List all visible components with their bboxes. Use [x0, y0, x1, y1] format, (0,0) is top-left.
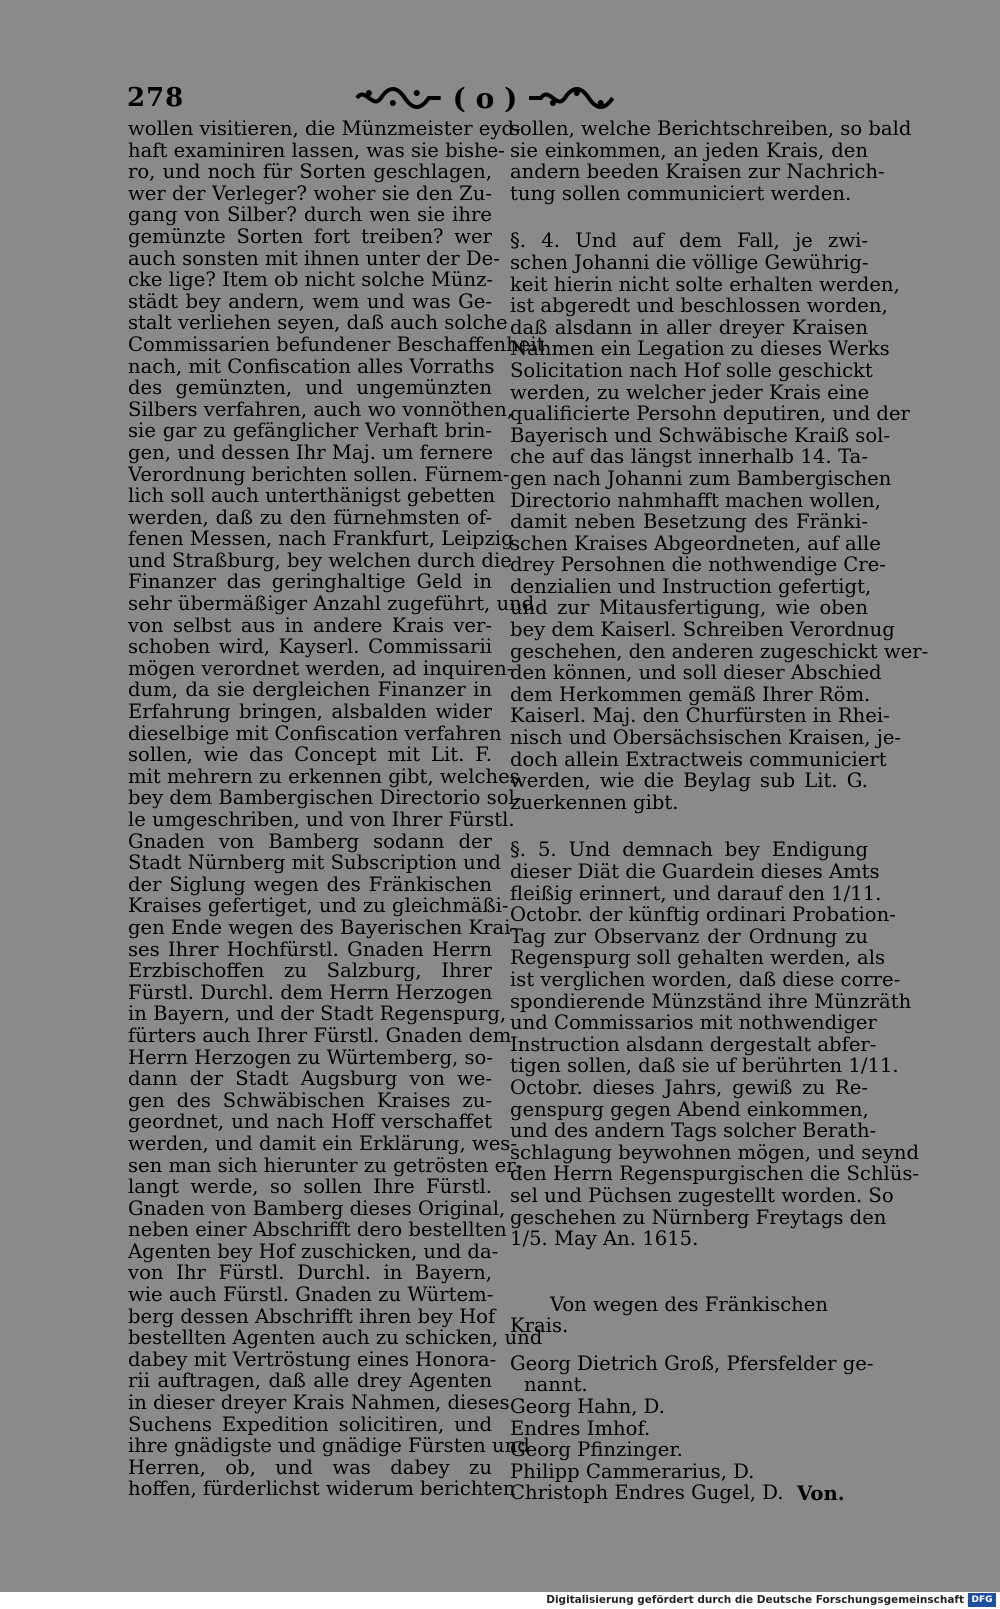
text-line: 1/5. May An. 1615. [510, 1227, 699, 1251]
text-line: denzialien und Instruction gefertigt, [510, 574, 872, 598]
text-line: ro, und noch für Sorten geschlagen, [128, 160, 492, 184]
text-line: Erfahrung bringen, alsbalden wider [128, 700, 492, 724]
text-line: dabey mit Vertröstung eines Honora- [128, 1347, 497, 1371]
ornament-right-icon [527, 84, 615, 112]
text-line: rii auftragen, daß alle drey Agenten [128, 1369, 492, 1393]
text-line: Silbers verfahren, auch wo vonnöthen, [128, 397, 514, 421]
text-line: langt werde, so sollen Ihre Fürstl. [128, 1175, 492, 1199]
text-line: Gnaden von Bamberg sodann der [128, 829, 492, 853]
text-line: Fürstl. Durchl. dem Herrn Herzogen [128, 980, 493, 1004]
text-line: nisch und Obersächsischen Kraisen, je- [510, 726, 902, 750]
text-line: Nahmen ein Legation zu dieses Werks [510, 337, 890, 361]
text-line: Commissarien befundener Beschaffenheit [128, 332, 545, 356]
text-line: berg dessen Abschrifft ihren bey Hof [128, 1304, 496, 1328]
text-line: der Siglung wegen des Fränkischen [128, 872, 492, 896]
text-line: neben einer Abschrifft dero bestellten [128, 1218, 507, 1242]
left-column [128, 117, 545, 1501]
text-line: fleißig erinnert, und darauf den 1/11. [510, 881, 882, 905]
text-line: Instruction alsdann dergestalt abfer- [510, 1032, 877, 1056]
text-line: dum, da sie dergleichen Finanzer in [128, 678, 492, 702]
text-line: wer der Verleger? woher sie den Zu- [128, 181, 492, 205]
signatory-line: Georg Pfinzinger. [510, 1438, 683, 1462]
text-line: hoffen, fürderlichst widerum berichten [128, 1477, 516, 1501]
text-line: §. 4. Und auf dem Fall, je zwi- [510, 229, 868, 253]
text-line: dem Herkommen gemäß Ihrer Röm. [510, 682, 871, 706]
running-header [355, 78, 615, 118]
signature-heading-line: Krais. [510, 1314, 569, 1338]
text-line: Erzbischoffen zu Salzburg, Ihrer [128, 959, 492, 983]
text-line: fürters auch Ihrer Fürstl. Gnaden dem [128, 1023, 512, 1047]
text-line: sehr übermäßiger Anzahl zugeführt, und [128, 592, 535, 616]
text-line: fenen Messen, nach Frankfurt, Leipzig [128, 527, 514, 551]
text-line: städt bey andern, wem und was Ge- [128, 289, 492, 313]
text-line: dieselbige mit Confiscation verfahren [128, 721, 502, 745]
text-line: lich soll auch unterthänigst gebetten [128, 484, 496, 508]
signatory-line: nannt. [524, 1373, 588, 1397]
text-line: dann der Stadt Augsburg von we- [128, 1067, 492, 1091]
text-line: bey dem Kaiserl. Schreiben Verordnug [510, 618, 895, 642]
signatory-line: Georg Dietrich Groß, Pfersfelder ge- [510, 1351, 874, 1375]
paragraph-section-4 [510, 229, 929, 814]
text-line: gen nach Johanni zum Bambergischen [510, 466, 892, 490]
text-line: Solicitation nach Hof solle geschickt [510, 358, 873, 382]
text-line: sie gar zu gefänglicher Verhaft brin- [128, 419, 492, 443]
text-line: werden, wie die Beylag sub Lit. G. [510, 769, 868, 793]
text-line: des gemünzten, und ungemünzten [128, 376, 492, 400]
text-line: den Herrn Regenspurgischen die Schlüs- [510, 1162, 920, 1186]
signature-heading-line: Von wegen des Fränkischen [549, 1292, 829, 1316]
text-line: ihre gnädigste und gnädige Fürsten und [128, 1434, 530, 1458]
text-line: sel und Püchsen zugestellt worden. So [510, 1183, 894, 1207]
text-line: auch sonsten mit ihnen unter der De- [128, 246, 500, 270]
text-line: in dieser dreyer Krais Nahmen, dieses [128, 1391, 510, 1415]
text-line: gen, und dessen Ihr Maj. um fernere [128, 440, 493, 464]
text-line: Regenspurg soll gehalten werden, als [510, 946, 886, 970]
text-line: mögen verordnet werden, ad inquiren- [128, 656, 514, 680]
text-line: schen Johanni die völlige Gewührig- [510, 250, 869, 274]
text-line: bey dem Bambergischen Directorio sol- [128, 786, 522, 810]
text-line: sie einkommen, an jeden Krais, den [510, 138, 868, 162]
text-line: Octobr. dieses Jahrs, gewiß zu Re- [510, 1075, 868, 1099]
text-line: Herren, ob, und was dabey zu [128, 1455, 492, 1479]
text-line: damit neben Besetzung des Fränki- [510, 510, 868, 534]
text-line: haft examiniren lassen, was sie bishe- [128, 138, 505, 162]
header-mark: ( o ) [452, 81, 518, 115]
text-line: Kraises gefertiget, und zu gleichmäßi- [128, 894, 509, 918]
text-line: Finanzer das geringhaltige Geld in [128, 570, 492, 594]
text-line: werden, zu welcher jeder Krais eine [510, 380, 870, 404]
text-line: und Straßburg, bey welchen durch die [128, 548, 512, 572]
text-line: schlagung beywohnen mögen, und seynd [510, 1140, 920, 1164]
text-line: geschehen zu Nürnberg Freytags den [510, 1205, 887, 1229]
text-line: sollen, wie das Concept mit Lit. F. [128, 743, 492, 767]
signatory-line: Endres Imhof. [510, 1416, 651, 1440]
text-line: Directorio nahmhafft machen wollen, [510, 488, 881, 512]
text-line: §. 5. Und demnach bey Endigung [510, 838, 868, 862]
text-line: sen man sich hierunter zu getrösten er- [128, 1153, 523, 1177]
text-line: geordnet, und nach Hoff verschaffet [128, 1110, 492, 1134]
text-line: Suchens Expedition solicitiren, und [128, 1412, 492, 1436]
footer-credit: Digitalisierung gefördert durch die Deutsche Forschungsgemeinschaft [546, 1594, 964, 1606]
text-line: le umgeschriben, und von Ihrer Fürstl. [128, 808, 515, 831]
text-line: cke lige? Item ob nicht solche Münz- [128, 268, 494, 292]
text-line: Octobr. der künftig ordinari Probation- [510, 903, 896, 927]
text-line: Herrn Herzogen zu Würtemberg, so- [128, 1045, 493, 1069]
text-line: stalt verliehen seyen, daß auch solche [128, 311, 508, 335]
text-line: von Ihr Fürstl. Durchl. in Bayern, [128, 1261, 492, 1285]
text-line: Tag zur Observanz der Ordnung zu [510, 924, 868, 948]
text-line: tung sollen communiciert werden. [510, 181, 852, 205]
signatory-line: Christoph Endres Gugel, D. [510, 1481, 784, 1505]
paragraph-continuation [510, 117, 912, 205]
text-line: ses Ihrer Hochfürstl. Gnaden Herrn [128, 937, 492, 961]
text-line: Agenten bey Hof zuschicken, und da- [128, 1239, 499, 1263]
text-line: che auf das längst innerhalb 14. Ta- [510, 445, 868, 469]
text-line: daß alsdann in aller dreyer Kraisen [510, 315, 868, 339]
text-line: Kaiserl. Maj. den Churfürsten in Rhei- [510, 704, 890, 728]
signatory-line: Philipp Cammerarius, D. [510, 1459, 755, 1483]
text-line: Gnaden von Bamberg dieses Original, [128, 1196, 506, 1220]
text-line: nach, mit Confiscation alles Vorraths [128, 354, 495, 378]
text-line: und des andern Tags solcher Berath- [510, 1119, 877, 1143]
page-number: 278 [127, 83, 185, 113]
text-line: Verordnung berichten sollen. Fürnem- [128, 462, 510, 486]
text-line: spondierende Münzständ ihre Münzräth [510, 989, 912, 1013]
text-line: mit mehrern zu erkennen gibt, welches [128, 764, 520, 788]
text-line: und Commissarios mit nothwendiger [510, 1011, 877, 1035]
right-column [510, 117, 929, 1505]
text-line: den können, und soll dieser Abschied [510, 661, 882, 685]
text-line: werden, daß zu den fürnehmsten of- [128, 505, 492, 529]
text-line: gen des Schwäbischen Kraises zu- [128, 1088, 492, 1112]
text-line: schoben wird, Kayserl. Commissarii [128, 635, 492, 659]
signature-heading [510, 1294, 868, 1337]
text-line: qualificierte Persohn deputiren, und der [510, 402, 910, 426]
text-line: Stadt Nürnberg mit Subscription und [128, 851, 501, 875]
signatory-line: Georg Hahn, D. [510, 1395, 665, 1419]
text-line: doch allein Extractweis communiciert [510, 747, 887, 771]
text-line: keit hierin nicht solte erhalten werden, [510, 272, 900, 296]
text-line: werden, und damit ein Erklärung, wes- [128, 1131, 517, 1155]
ornament-left-icon [355, 84, 443, 112]
text-line: tigen sollen, daß sie uf berührten 1/11. [510, 1054, 899, 1078]
text-line: schen Kraises Abgeordneten, auf alle [510, 531, 881, 555]
text-line: gang von Silber? durch wen sie ihre [128, 203, 492, 227]
text-line: genspurg gegen Abend einkommen, [510, 1097, 869, 1121]
text-line: dieser Diät die Guardein dieses Amts [510, 860, 880, 883]
text-line: geschehen, den anderen zugeschickt wer- [510, 639, 929, 663]
text-line: gen Ende wegen des Bayerischen Krai- [128, 915, 518, 939]
dfg-logo-icon: DFG [968, 1593, 996, 1607]
text-line: ist verglichen worden, daß diese corre- [510, 967, 901, 991]
text-line: und zur Mitausfertigung, wie oben [510, 596, 868, 620]
text-line: bestellten Agenten auch zu schicken, und [128, 1326, 543, 1350]
text-line: zuerkennen gibt. [510, 790, 679, 814]
text-line: gemünzte Sorten fort treiben? wer [128, 224, 492, 248]
text-line: sollen, welche Berichtschreiben, so bald [510, 117, 912, 140]
paragraph-section-5 [510, 838, 920, 1251]
text-line: ist abgeredt und beschlossen worden, [510, 294, 888, 318]
text-line: wollen visitieren, die Münzmeister eyd- [128, 117, 521, 140]
text-line: drey Persohnen die nothwendige Cre- [510, 553, 886, 577]
text-line: von selbst aus in andere Krais ver- [128, 613, 492, 637]
text-line: Bayerisch und Schwäbische Kraiß sol- [510, 423, 891, 447]
text-line: andern beeden Kraisen zur Nachrich- [510, 160, 885, 184]
catchword: Von. [797, 1482, 845, 1505]
text-line: wie auch Fürstl. Gnaden zu Würtem- [128, 1283, 494, 1307]
text-line: in Bayern, und der Stadt Regenspurg, [128, 1002, 507, 1026]
